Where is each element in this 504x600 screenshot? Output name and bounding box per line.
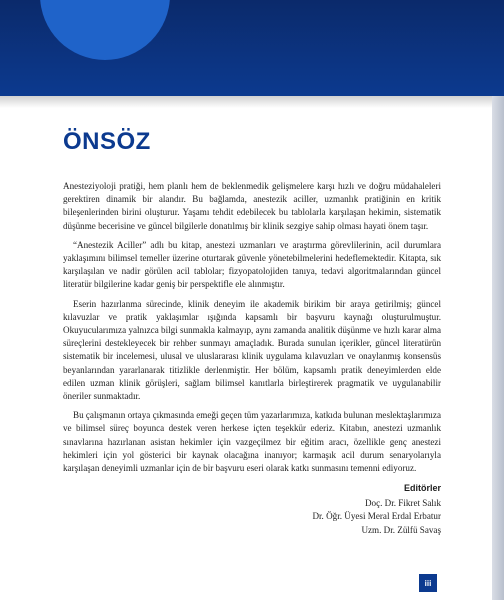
page-title: ÖNSÖZ (63, 128, 151, 155)
header-band (0, 0, 504, 96)
paragraph-1: Anesteziyoloji pratiği, hem planlı hem de beklenmedik gelişmelere karşı hızlı ve doğru müdahaleleri gerektiren dinamik bir alandır. Bu bağlamda, anestezik aciller, uzmanlık pratiğinin en kritik bileşenlerinden birini oluşturur. Yaşamı tehdit edebilecek bu tablolarla karşılaşan hekimin, sistematik düşünme becerisine ve güncel bilgilerle donatılmış bir klinik sezgiye sahip olması hayati önem taşır. (63, 181, 441, 231)
paragraph-3: Eserin hazırlanma sürecinde, klinik deneyim ile akademik birikim bir araya getirilmiş; güncel kılavuzlar ve pratik yaklaşımlar ışığında kapsamlı bir başvuru kaynağı oluşturulmuştur. Okuyucularımıza yalnızca bilgi sunmakla kalmayıp, aynı zamanda analitik düşünme ve hızlı karar alma süreçlerini destekleyecek bir rehber sunmayı amaçladık. Burada sunulan içerikler, güncel literatürün sistematik bir incelemesi, ulusal ve uluslararası klinik uygulama kılavuzları ve onaylanmış konsensüs beyanlarından yararlanarak titizlikle derlenmiştir. Her bölüm, kapsamlı pratik deneyimlerden elde edilen uzman klinik görüşleri, sağlam bilimsel kanıtlarla birleştirerek pragmatik ve uygulanabilir öneriler sunmaktadır. (63, 298, 441, 402)
editor-name: Uzm. Dr. Zülfü Savaş (361, 524, 441, 535)
header-shadow (0, 96, 504, 108)
page-edge-strip (492, 96, 504, 600)
editor-name: Doç. Dr. Fikret Salık (364, 498, 441, 509)
editor-name: Dr. Öğr. Üyesi Meral Erdal Erbatur (312, 511, 441, 522)
page-number: iii (419, 574, 437, 592)
paragraph-4: Bu çalışmanın ortaya çıkmasında emeği geçen tüm yazarlarımıza, katkıda bulunan meslektaşlarımıza ve bilimsel süreç boyunca destek veren herkese içten teşekkür ederiz. Kitabın, anestezi uzmanlık sınavlarına hazırlanan asistan hekimler için vazgeçilmez bir eğitim aracı, özellikle genç anestezi hekimleri için yol gösterici bir kaynak olacağına inanıyor; karmaşık acil durum senaryolarıyla karşılaşan deneyimli uzmanlar için de bir başvuru eseri olarak katkı sunmasını temenni ediyoruz. (63, 410, 441, 474)
editors-heading: Editörler (403, 483, 441, 493)
paragraph-2: “Anestezik Aciller” adlı bu kitap, anestezi uzmanları ve araştırma görevlilerinin, acil durumlara yaklaşımını bilimsel temeller üzerine oturtarak güvenle yönetebilmelerini hedeflemektedir. Kitapta, sık karşılaşılan ve nadir görülen acil tablolar; fizyopatolojiden tanıya, tedavi algoritmalarından güncel literatür bilgilerine kadar geniş bir perspektifle ele alınmıştır. (63, 239, 441, 290)
preface-body (63, 180, 441, 481)
editors-signature (312, 482, 441, 537)
